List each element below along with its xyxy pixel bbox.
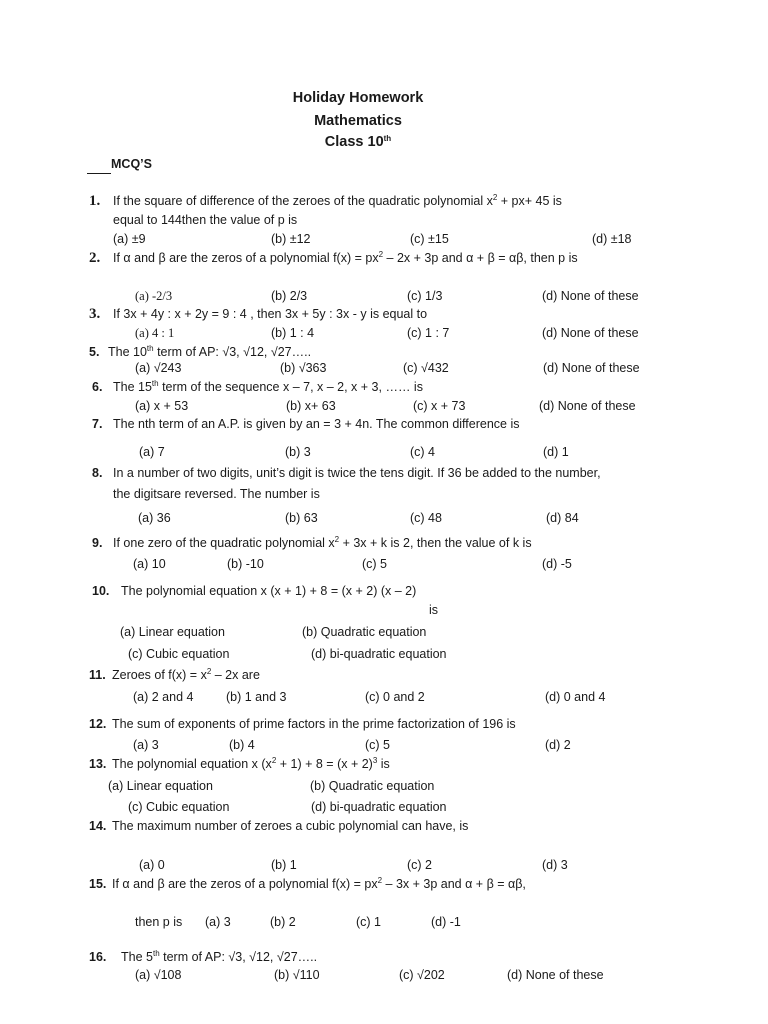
question-number: 13. [89,757,107,771]
option-b: (b) √110 [274,968,320,982]
question-text: Zeroes of $f(x) = x^2 - 2x$ are [112,667,260,682]
option-b: (b) -10 [227,557,264,571]
question-text: The nth term of an A.P. is given by an = 3 + 4n. The common difference is [113,417,520,431]
question-text: If one zero of the quadratic polynomial $x^2 + 3x + k$ is 2, then the value of k is [113,535,532,550]
option-c: (c) 5 [365,738,390,752]
question-number: 3. [89,306,101,322]
class-text: Class 10 [324,134,384,150]
option-d: (d) bi-quadratic equation [311,647,447,661]
option-b: (b) 63 [285,511,318,525]
question-number: 7. [92,417,103,431]
option-a: (a) Linear equation [120,625,225,639]
option-a: (a) 4 : 1 [135,326,175,340]
option-c: (c) 1/3 [407,289,443,303]
question-number: 10. [92,584,110,598]
option-b: (b) x+ 63 [286,399,336,413]
question-text: If the square of difference of the zeroes of the quadratic polynomial $x^2 + px+ 45$ is [113,193,562,208]
document-class [0,135,716,150]
option-c: (c) Cubic equation [128,800,230,814]
option-b: (b) √363 [280,361,327,375]
option-a: (a) Linear equation [108,779,213,793]
document-subject: Mathematics [314,113,402,129]
option-a: (a) √108 [135,968,182,982]
question-text: The 5th term of AP: √3, √12, √27….. [121,949,318,964]
option-b: (b) 4 [229,738,255,752]
option-b: (b) 1 : 4 [271,326,315,340]
question-text-tail: is [429,603,439,617]
question-number: 15. [89,877,107,891]
option-b: (b) 2/3 [271,289,308,303]
option-d: (d) 2 [545,738,571,752]
option-d: (d) -1 [431,915,461,929]
option-c: (c) ±15 [410,232,449,246]
question-number: 2. [89,250,101,266]
question-text: The sum of exponents of prime factors in the prime factorization of 196 is [112,717,516,731]
document-title: Holiday Homework [292,90,424,106]
option-d: (d) None of these [539,399,636,413]
option-c: (c) 1 [356,915,381,929]
option-d: (d) None of these [543,361,640,375]
question-text: If α and β are the zeros of a polynomial $f(x) = px^2 - 2x + 3p$ and α + β = αβ, then p is [113,250,578,265]
question-number: 16. [89,950,107,964]
option-c: (c) 1 : 7 [407,326,450,340]
question-text: The polynomial equation x $(x^2 + 1) + 8 = (x + 2)^3$ is [112,756,390,771]
question-text: The maximum number of zeroes a cubic polynomial can have, is [112,819,469,833]
option-b: (b) Quadratic equation [310,779,435,793]
option-c: (c) 0 and 2 [365,690,425,704]
option-c: (c) x + 73 [413,399,466,413]
option-c: (c) 4 [410,445,435,459]
option-a: (a) 3 [205,915,231,929]
question-text: In a number of two digits, unit’s digit is twice the tens digit. If 36 be added to the number, [113,466,601,480]
option-b: (b) ±12 [271,232,311,246]
section-heading: MCQ’S [111,157,152,171]
option-a: (a) -2/3 [135,289,173,303]
question-text: If 3x + 4y : x + 2y = 9 : 4 , then 3x + 5y : 3x - y is equal to [113,307,428,321]
option-b: (b) 3 [285,445,311,459]
option-c: (c) Cubic equation [128,647,230,661]
question-text: The polynomial equation x (x + 1) + 8 = (x + 2) (x – 2) [121,584,417,598]
option-a: (a) 10 [133,557,166,571]
question-number: 14. [89,819,107,833]
class-superscript: th [383,134,392,143]
option-a: (a) 0 [139,858,165,872]
section-underline [87,173,111,174]
question-number: 8. [92,466,103,480]
question-number: 12. [89,717,107,731]
option-a: (a) 36 [138,511,171,525]
option-d: (d) None of these [542,289,639,303]
option-d: (d) 1 [543,445,569,459]
option-c: (c) √202 [399,968,445,982]
option-a: (a) 2 and 4 [133,690,194,704]
option-a: (a) 7 [139,445,165,459]
question-number: 1. [89,193,101,209]
option-b: (b) 2 [270,915,296,929]
option-d: (d) ±18 [592,232,632,246]
option-d: (d) 84 [546,511,579,525]
option-c: (c) 48 [410,511,442,525]
option-d: (d) None of these [542,326,639,340]
option-c: (c) √432 [403,361,449,375]
option-a: (a) x + 53 [135,399,189,413]
question-number: 6. [92,380,103,394]
question-text: If α and β are the zeros of a polynomial $f(x) = px^2 - 3x + 3p$ and α + β = αβ, [112,876,526,891]
question-text-line2: equal to 144then the value of p is [113,213,298,227]
question-text: The 15th term of the sequence x – 7, x – 2, x + 3, …… is [113,379,423,394]
option-d: (d) 0 and 4 [545,690,606,704]
option-b: (b) 1 and 3 [226,690,287,704]
question-text-line2: then p is [135,915,183,929]
option-d: (d) -5 [542,557,572,571]
option-a: (a) √243 [135,361,182,375]
option-d: (d) bi-quadratic equation [311,800,447,814]
option-b: (b) 1 [271,858,297,872]
option-b: (b) Quadratic equation [302,625,427,639]
question-number: 11. [89,668,106,682]
question-text-line2: the digitsare reversed. The number is [113,487,320,501]
question-number: 5. [89,345,100,359]
question-text: The 10th term of AP: √3, √12, √27….. [108,344,312,359]
option-d: (d) 3 [542,858,568,872]
option-c: (c) 2 [407,858,432,872]
option-a: (a) 3 [133,738,159,752]
option-a: (a) ±9 [113,232,146,246]
option-d: (d) None of these [507,968,604,982]
option-c: (c) 5 [362,557,387,571]
question-number: 9. [92,536,103,550]
